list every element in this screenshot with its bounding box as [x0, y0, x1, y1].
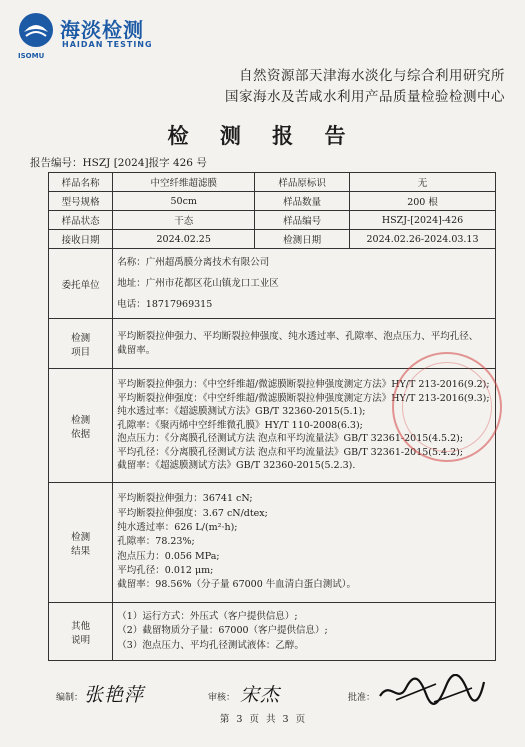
organization-line-1: 自然资源部天津海水淡化与综合利用研究所	[239, 68, 505, 84]
table-row	[49, 192, 496, 211]
sample-name-value: 中空纤维超滤膜	[113, 173, 255, 192]
sample-name-label: 样品名称	[49, 173, 113, 192]
organization-line-2: 国家海水及苦咸水利用产品质量检验检测中心	[225, 89, 505, 105]
other-note-line: （3）泡点压力、平均孔径测试液体：乙醇。	[117, 639, 304, 651]
test-basis-content	[113, 369, 496, 483]
other-notes-label-line-2: 说明	[71, 634, 91, 646]
table-row	[49, 230, 496, 249]
haidan-logo-icon	[18, 12, 54, 48]
table-row	[49, 603, 496, 661]
test-basis-label-line-1: 检测	[71, 414, 91, 426]
client-phone: 电话：18717969315	[117, 299, 213, 310]
sample-quantity-value: 200 根	[350, 192, 496, 211]
table-row	[49, 369, 496, 483]
table-row	[49, 211, 496, 230]
test-result-line: 孔隙率：78.23%;	[117, 536, 195, 548]
logo-mark-text: ISOMU	[18, 52, 45, 60]
test-basis-line: 截留率：《超滤膜测试方法》GB/T 32360-2015(5.2.3).	[117, 460, 356, 472]
test-result-line: 平均断裂拉伸强度：3.67 cN/dtex;	[117, 507, 268, 519]
table-row	[49, 483, 496, 603]
report-number: 报告编号：HSZJ [2024]报字 426 号	[30, 157, 207, 169]
test-basis-label	[49, 369, 113, 483]
test-items-line-2: 截留率。	[117, 344, 156, 356]
sample-original-id-label: 样品原标识	[255, 173, 350, 192]
model-spec-label: 型号规格	[49, 192, 113, 211]
test-results-label	[49, 483, 113, 603]
test-basis-line: 泡点压力：《分离膜孔径测试方法 泡点和平均流量法》GB/T 32361-2015(4.5.2);	[117, 433, 464, 445]
organization-block	[225, 66, 505, 108]
sample-quantity-label: 样品数量	[255, 192, 350, 211]
test-result-line: 截留率：98.56%（分子量 67000 牛血清白蛋白测试）。	[117, 579, 357, 591]
test-results-content	[113, 483, 496, 603]
approver-signature-icon	[376, 674, 486, 710]
test-date-value: 2024.02.26-2024.03.13	[350, 230, 496, 249]
report-title: 检 测 报 告	[167, 123, 358, 148]
compiler-label: 编制：	[56, 693, 84, 703]
reviewer-signature: 宋杰	[240, 684, 281, 706]
table-row	[49, 319, 496, 369]
model-spec-value: 50cm	[113, 192, 255, 211]
other-note-line: （2）截留物质分子量：67000（客户提供信息）;	[117, 625, 328, 637]
test-basis-line: 孔隙率：《聚丙烯中空纤维微孔膜》HY/T 110-2008(6.3);	[117, 419, 363, 431]
table-row	[49, 173, 496, 192]
other-notes-label	[49, 603, 113, 661]
test-date-label: 检测日期	[255, 230, 350, 249]
page-footer: 第 3 页 共 3 页	[219, 714, 306, 725]
test-result-line: 泡点压力：0.056 MPa;	[117, 550, 220, 562]
test-items-content	[113, 319, 496, 369]
logo-chinese-name: 海淡检测	[60, 18, 144, 42]
test-basis-line: 平均断裂拉伸强力：《中空纤维超/微滤膜断裂拉伸强度测定方法》HY/T 213-2016(9.2);	[117, 378, 490, 390]
test-results-label-line-1: 检测	[71, 531, 91, 543]
sample-number-value: HSZJ-[2024]-426	[350, 211, 496, 230]
client-name: 名称：广州超禹膜分离技术有限公司	[117, 257, 270, 268]
test-report-table	[48, 172, 496, 661]
sample-number-label: 样品编号	[255, 211, 350, 230]
test-items-label-line-1: 检测	[71, 332, 91, 344]
client-address: 地址：广州市花都区花山镇龙口工业区	[117, 278, 279, 289]
reviewer-label: 审核：	[208, 693, 236, 703]
test-basis-line: 纯水透过率：《超滤膜测试方法》GB/T 32360-2015(5.1);	[117, 406, 366, 418]
other-notes-content	[113, 603, 496, 661]
sample-state-value: 干态	[113, 211, 255, 230]
client-info	[113, 249, 496, 319]
compiler-signature: 张艳萍	[84, 684, 145, 706]
test-items-label-line-2: 项目	[71, 346, 91, 358]
logo-english-name: HAIDAN TESTING	[62, 40, 153, 49]
receive-date-label: 接收日期	[49, 230, 113, 249]
test-result-line: 平均孔径：0.012 μm;	[117, 564, 214, 576]
receive-date-value: 2024.02.25	[113, 230, 255, 249]
test-items-line-1: 平均断裂拉伸强力、平均断裂拉伸强度、纯水透过率、孔隙率、泡点压力、平均孔径、	[117, 330, 479, 342]
test-basis-line: 平均断裂拉伸强度：《中空纤维超/微滤膜断裂拉伸强度测定方法》HY/T 213-2016(9.3);	[117, 392, 490, 404]
approver-label: 批准：	[348, 693, 376, 703]
test-results-label-line-2: 结果	[71, 545, 91, 557]
sample-state-label: 样品状态	[49, 211, 113, 230]
client-label: 委托单位	[49, 249, 113, 319]
test-basis-label-line-2: 依据	[71, 428, 91, 440]
report-header	[18, 12, 508, 72]
test-result-line: 平均断裂拉伸强力：36741 cN;	[117, 493, 253, 505]
test-result-line: 纯水透过率：626 L/(m²·h);	[117, 522, 238, 534]
table-row	[49, 249, 496, 319]
sample-original-id-value: 无	[350, 173, 496, 192]
test-basis-line: 平均孔径：《分离膜孔径测试方法 泡点和平均流量法》GB/T 32361-2015(5.4.2);	[117, 446, 464, 458]
other-notes-label-line-1: 其他	[71, 620, 91, 632]
test-items-label	[49, 319, 113, 369]
other-note-line: （1）运行方式：外压式（客户提供信息）;	[117, 611, 298, 623]
signature-row	[30, 680, 500, 710]
